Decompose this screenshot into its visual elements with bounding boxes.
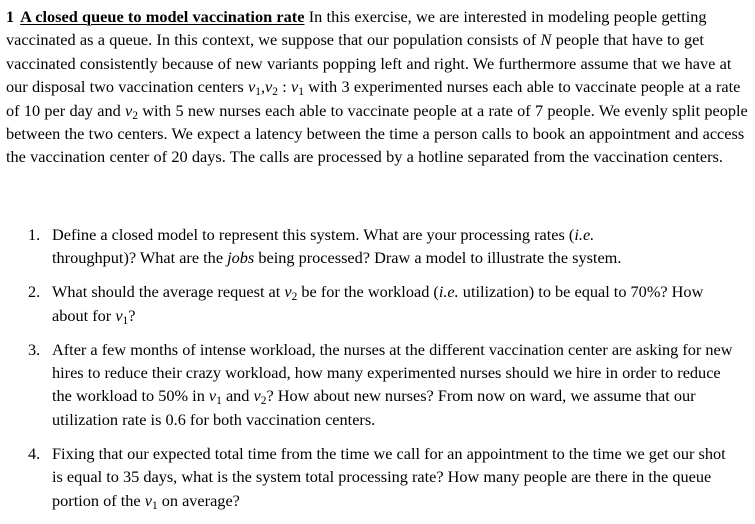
intro-paragraph — [6, 5, 752, 169]
list-item: 1. Define a closed model to represent this system. What are your processing rates (i.e. throughput)? What are the jobs being processed? Draw a model to illustrate the system. — [28, 225, 622, 268]
math-v1: $v_1$ — [248, 77, 261, 99]
math-colon: : — [277, 77, 292, 97]
intro-text-2: people that have to get vaccinated consistently because of new variants popping left and right. We furthermore assume that we have at our disposal two vaccination centers — [6, 30, 732, 97]
question-number: 2. — [28, 282, 41, 302]
question-number: 4. — [28, 443, 41, 463]
math-v1: $v_1$ — [208, 386, 222, 408]
math-v2: $v_2$ — [253, 386, 267, 408]
section-title: A closed queue to model vaccination rate — [20, 7, 305, 26]
emphasis-jobs: jobs — [227, 248, 255, 268]
question-list — [6, 223, 752, 522]
list-item: 4. Fixing that our expected total time from the time we call for an appointment to the time we get our shot is equal to 35 days, what is the system total processing rate? How many people are there in the queue portion of the $v_1$ on average? — [28, 443, 726, 512]
intro-text-3: with 3 experimented nurses each able to vaccinate people at a rate of 10 per day and — [6, 77, 741, 120]
math-v2: $v_2$ — [125, 100, 138, 122]
math-v1: $v_1$ — [291, 77, 304, 99]
section-number: 1 — [6, 7, 15, 26]
math-N: N — [540, 30, 552, 50]
list-item: 3. After a few months of intense workload, the nurses at the different vaccination center are asking for new hires to reduce their crazy workload, how many experimented nurses should we hire in order to reduce the workload to 50% in $v_1$ and $v_2$? How about new nurses? From now on ward, we assume that our utilization rate is 0.6 for both vaccination centers. — [28, 339, 733, 429]
intro-text-4: with 5 new nurses each able to vaccinate people at a rate of 7 people. We evenly split people between the two centers. We expect a latency between the time a person calls to book an appointment and access the vaccination center of 20 days. The calls are processed by a hotline separated from the vaccination centers. — [6, 100, 748, 167]
question-number: 3. — [28, 339, 41, 359]
math-v1: $v_1$ — [115, 305, 129, 327]
list-item: 2. What should the average request at $v_2$ be for the workload (i.e. utilization) to be equal to 70%? How about for $v_1$? — [28, 282, 704, 327]
question-number: 1. — [28, 225, 41, 244]
math-v2: $v_2$ — [284, 282, 298, 304]
math-v2: $v_2$ — [265, 77, 278, 99]
math-comma: , — [260, 77, 266, 97]
document-page — [6, 5, 752, 169]
intro-text-1: In this exercise, we are interested in modeling people getting vaccinated as a queue. In this context, we suppose that our population consists of — [6, 7, 707, 50]
math-v1: $v_1$ — [144, 490, 158, 512]
